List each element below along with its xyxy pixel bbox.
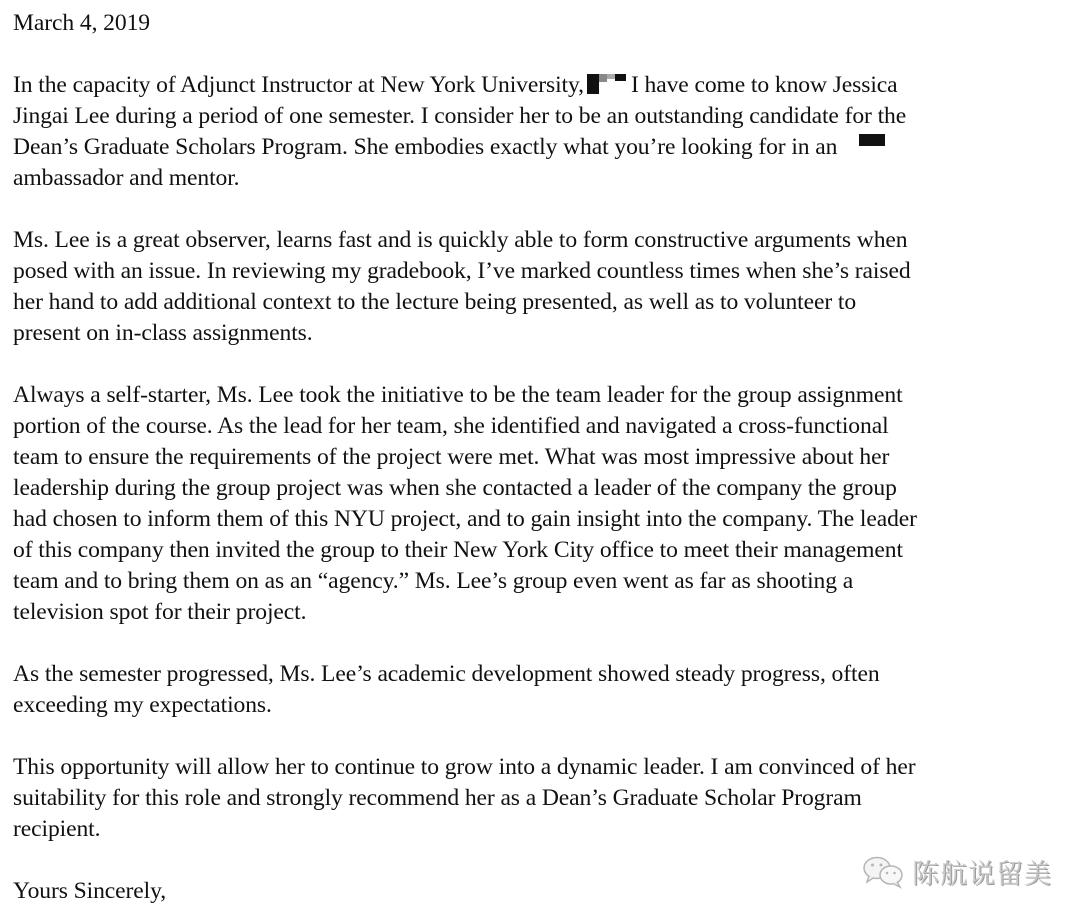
paragraph-intro [13, 70, 1073, 194]
paragraph-recommendation [13, 752, 1073, 845]
wechat-icon [862, 855, 906, 889]
paragraph-progress [13, 659, 1073, 721]
text-segment: I have come to know Jessica [630, 72, 898, 98]
text-line [13, 70, 1073, 101]
text-line: exceeding my expectations. [13, 692, 272, 718]
paragraph-gap [13, 194, 1073, 225]
text-line: her hand to add additional context to the lecture being presented, as well as to volunteer to [13, 289, 857, 315]
letter-closing: Yours Sincerely, [13, 878, 167, 904]
watermark-text: 陈航说留美 [912, 859, 1052, 890]
text-line: had chosen to inform them of this NYU project, and to gain insight into the company. The leader [13, 506, 917, 532]
recommendation-letter [13, 8, 1073, 907]
paragraph-observer [13, 225, 1073, 349]
text-line: of this company then invited the group to their New York City office to meet their management [13, 537, 903, 563]
text-line: This opportunity will allow her to continue to grow into a dynamic leader. I am convinced of her [13, 754, 916, 780]
text-segment: Dean’s Graduate Scholars Program. She embodies exactly what you’re looking for in an [13, 134, 838, 160]
text-line: Jingai Lee during a period of one semester. I consider her to be an outstanding candidate for the [13, 103, 907, 129]
watermark [862, 852, 1052, 891]
paragraph-leadership [13, 380, 1073, 628]
text-line: team and to bring them on as an “agency.” Ms. Lee’s group even went as far as shooting a [13, 568, 854, 594]
text-line: Always a self-starter, Ms. Lee took the initiative to be the team leader for the group assignment [13, 382, 903, 408]
paragraph-gap [13, 721, 1073, 752]
redacted-block [587, 74, 627, 94]
text-line: Ms. Lee is a great observer, learns fast and is quickly able to form constructive arguments when [13, 227, 908, 253]
text-line: television spot for their project. [13, 599, 307, 625]
text-line: posed with an issue. In reviewing my gradebook, I’ve marked countless times when she’s raised [13, 258, 911, 284]
paragraph-gap [13, 39, 1073, 70]
text-line: present on in-class assignments. [13, 320, 313, 346]
redacted-block [859, 134, 885, 146]
text-line: leadership during the group project was when she contacted a leader of the company the group [13, 475, 897, 501]
text-line: portion of the course. As the lead for her team, she identified and navigated a cross-functional [13, 413, 889, 439]
letter-date: March 4, 2019 [13, 10, 150, 36]
text-line: team to ensure the requirements of the project were met. What was most impressive about her [13, 444, 890, 470]
text-segment: In the capacity of Adjunct Instructor at New York University, [13, 72, 584, 98]
paragraph-gap [13, 628, 1073, 659]
text-line [13, 132, 1073, 163]
text-line: ambassador and mentor. [13, 165, 240, 191]
text-line: suitability for this role and strongly recommend her as a Dean’s Graduate Scholar Program [13, 785, 862, 811]
paragraph-gap [13, 349, 1073, 380]
text-line: As the semester progressed, Ms. Lee’s academic development showed steady progress, often [13, 661, 880, 687]
text-line: recipient. [13, 816, 101, 842]
